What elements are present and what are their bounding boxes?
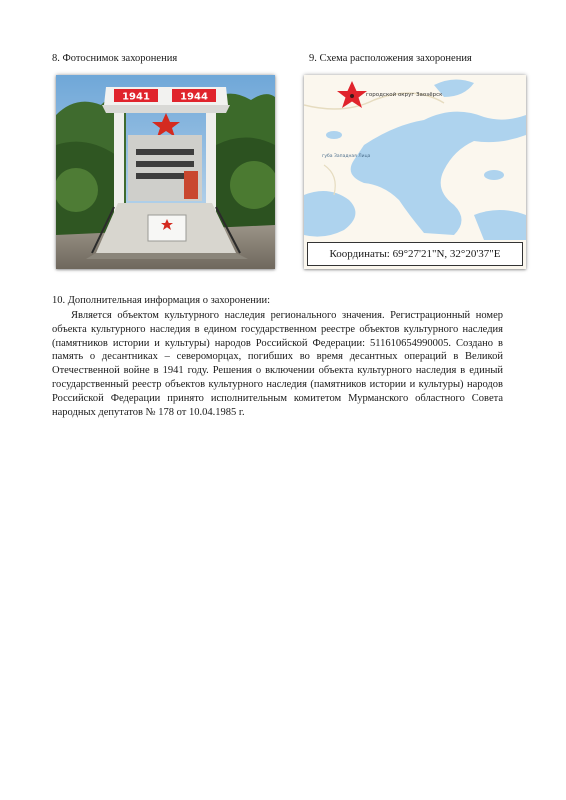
location-map-frame <box>304 75 526 269</box>
foliage-bush <box>56 168 98 212</box>
memorial-photo <box>56 75 275 269</box>
location-map <box>304 75 526 269</box>
map-heading: 9. Схема расположения захоронения <box>309 53 472 64</box>
map-bay-label: губа Западная Лица <box>322 154 371 159</box>
additional-info-text: Является объектом культурного наследия регионального значения. Регистрационный номер объекта культурного наследия в едином государственном реестре объектов культурного наследия (памятников истории и культуры) народов Российской Федерации: 511610654990005. Создано в память о десантниках – североморцах, погибших во время десантных операций в Великой Отечественной войне в 1941 году. Решения о включении объекта культурного наследия в единый государственный реестр объектов культурного наследия (памятников истории и культуры) народов Российской Федерации принято исполнительным комитетом Мурманского областного Совета народных депутатов № 178 от 10.04.1985 г. <box>52 310 503 418</box>
coordinates-box: Координаты: 69°27'21"N, 32°20'37"E <box>307 242 523 266</box>
memorial-photo-frame <box>56 75 275 269</box>
banner-year-left: 1941 <box>122 91 150 103</box>
map-place-label: городской округ Заозёрск <box>366 92 443 98</box>
additional-info-title: 10. Дополнительная информация о захоронении: <box>52 295 271 306</box>
photo-heading: 8. Фотоснимок захоронения <box>52 53 178 64</box>
grave-slab <box>148 215 186 241</box>
banner-year-right: 1944 <box>180 91 208 103</box>
